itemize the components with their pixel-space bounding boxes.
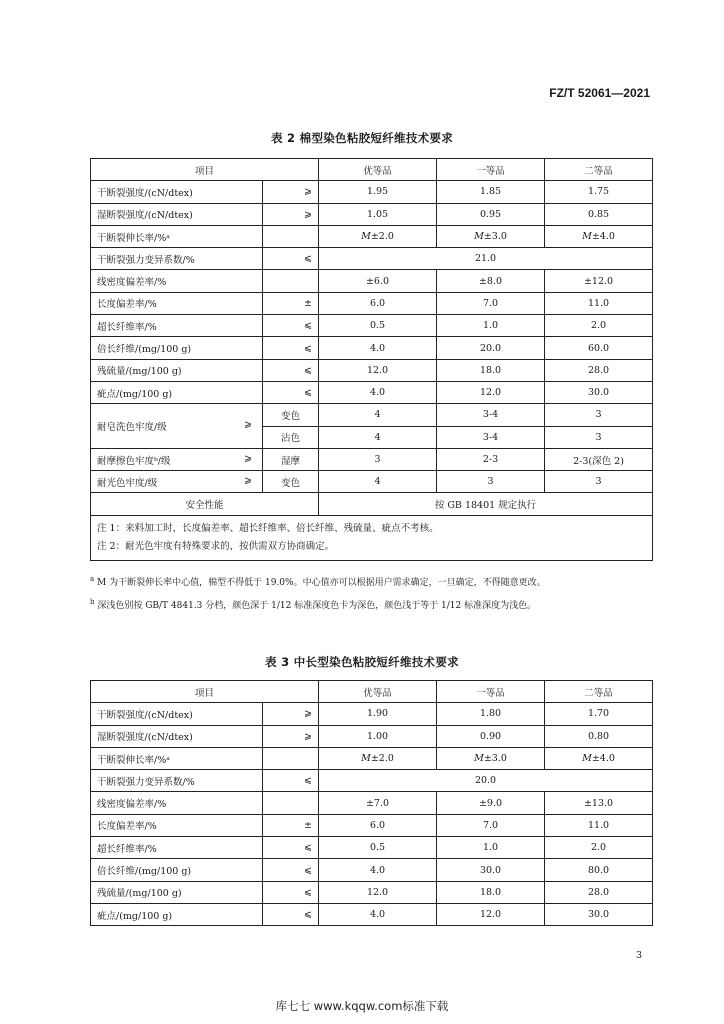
row-value-grade-3: 11.0 (545, 814, 653, 836)
table-row (91, 747, 653, 769)
row-value-grade-2: 1.0 (437, 837, 545, 859)
row-comparison-symbol: ⩽ (263, 337, 319, 359)
table-row (91, 203, 653, 225)
note-line: 注 1：来料加工时，长度偏差率、超长纤维率、倍长纤维、残硫量、疵点不考核。 (97, 522, 439, 534)
table-row (91, 725, 653, 747)
row-value-grade-3: 30.0 (545, 903, 653, 925)
row-value-grade-1: ±7.0 (319, 792, 437, 814)
row-comparison-symbol: ⩽ (263, 837, 319, 859)
row-value-grade-3: 28.0 (545, 359, 653, 381)
table-row (91, 292, 653, 314)
table-row (91, 225, 653, 247)
row-comparison-symbol: ⩽ (263, 903, 319, 925)
header-grade-1: 优等品 (319, 681, 437, 703)
row-value-grade-3: ±12.0 (545, 270, 653, 292)
row-value-grade-3: 11.0 (545, 292, 653, 314)
row-value-grade-1: 1.00 (319, 725, 437, 747)
table-row (91, 381, 653, 403)
row-comparison-symbol (263, 747, 319, 769)
table-row (91, 359, 653, 381)
table-row (91, 315, 653, 337)
row-value-grade-3: 1.70 (545, 703, 653, 725)
table-row (91, 248, 653, 270)
row-value-grade-2: 3 (437, 471, 545, 493)
row-value-grade-3: ±13.0 (545, 792, 653, 814)
row-sub-label: 湿摩 (263, 448, 319, 470)
row-value-grade-1: 4.0 (319, 859, 437, 881)
table-row (91, 814, 653, 836)
row-value-grade-2: ±8.0 (437, 270, 545, 292)
table-row-light (91, 471, 653, 493)
row-comparison-symbol: ⩽ (263, 381, 319, 403)
row-value-grade-2: M±3.0 (437, 747, 545, 769)
row-value-grade-2: 18.0 (437, 881, 545, 903)
row-comparison-symbol: ⩾ (263, 725, 319, 747)
row-value-grade-2: 12.0 (437, 381, 545, 403)
row-sub-label: 变色 (263, 404, 319, 426)
row-value-grade-3: 28.0 (545, 881, 653, 903)
row-comparison-symbol: ⩽ (263, 770, 319, 792)
row-value-grade-2: 18.0 (437, 359, 545, 381)
row-item-label: 超长纤维率/% (91, 315, 263, 337)
row-value-grade-1: 3 (319, 448, 437, 470)
document-code: FZ/T 52061—2021 (549, 86, 650, 100)
row-value-grade-1: 4.0 (319, 337, 437, 359)
row-value-grade-1: 0.5 (319, 837, 437, 859)
row-value-grade-2: 1.85 (437, 181, 545, 203)
row-item-label: 耐皂洗色牢度/级 ⩾ (91, 404, 263, 449)
header-item: 项目 (91, 159, 319, 181)
table-row (91, 337, 653, 359)
row-comparison-symbol: ± (263, 814, 319, 836)
table-row (91, 903, 653, 925)
row-comparison-symbol: ⩽ (263, 859, 319, 881)
row-value-grade-3: 0.80 (545, 725, 653, 747)
row-value-grade-2: 3-4 (437, 426, 545, 448)
footnote-line: $^a$ M 为干断裂伸长率中心值，棉型不得低于 19.0%。中心值亦可以根据用户需求确定，一旦确定，不得随意更改。 (90, 575, 546, 588)
table3-title: 表 3 中长型染色粘胶短纤维技术要求 (265, 655, 459, 669)
row-comparison-symbol: ⩽ (263, 315, 319, 337)
row-value-grade-1: M±2.0 (319, 747, 437, 769)
header-grade-3: 二等品 (545, 159, 653, 181)
row-value-grade-3: M±4.0 (545, 747, 653, 769)
header-grade-1: 优等品 (319, 159, 437, 181)
table-header-row (91, 681, 653, 703)
row-merged-value: 20.0 (319, 770, 653, 792)
row-item-label: 耐光色牢度/级 ⩾ (91, 471, 263, 493)
row-item-label: 残硫量/(mg/100 g) (91, 881, 263, 903)
row-comparison-symbol: ⩾ (263, 703, 319, 725)
row-item-label: 线密度偏差率/% (91, 792, 263, 814)
row-value-grade-1: 1.90 (319, 703, 437, 725)
row-value-grade-1: ±6.0 (319, 270, 437, 292)
table-row-rub (91, 448, 653, 470)
row-value-grade-2: 20.0 (437, 337, 545, 359)
row-value-grade-2: 0.90 (437, 725, 545, 747)
table-row (91, 837, 653, 859)
table-notes-row (91, 515, 653, 560)
row-sub-label: 沾色 (263, 426, 319, 448)
row-item-label: 长度偏差率/% (91, 292, 263, 314)
row-value-grade-3: 80.0 (545, 859, 653, 881)
row-comparison-symbol: ⩽ (263, 881, 319, 903)
table-row (91, 270, 653, 292)
row-item-label: 干断裂伸长率/%ᵃ (91, 747, 263, 769)
row-merged-value: 按 GB 18401 规定执行 (319, 493, 653, 515)
row-value-grade-1: 4.0 (319, 381, 437, 403)
row-item-label: 干断裂强度/(cN/dtex) (91, 181, 263, 203)
header-item: 项目 (91, 681, 319, 703)
row-value-grade-1: 4 (319, 404, 437, 426)
row-merged-value: 21.0 (319, 248, 653, 270)
row-value-grade-3: 3 (545, 471, 653, 493)
row-value-grade-2: 0.95 (437, 203, 545, 225)
table-row-wash-change (91, 404, 653, 426)
table2-footnotes (90, 570, 652, 616)
row-item-label: 疵点/(mg/100 g) (91, 381, 263, 403)
row-value-grade-2: ±9.0 (437, 792, 545, 814)
header-grade-3: 二等品 (545, 681, 653, 703)
row-value-grade-1: 6.0 (319, 814, 437, 836)
row-comparison-symbol: ± (263, 292, 319, 314)
row-item-label: 干断裂强力变异系数/% (91, 770, 263, 792)
row-comparison-symbol: ⩽ (263, 359, 319, 381)
row-item-label: 倍长纤维/(mg/100 g) (91, 337, 263, 359)
footnote-line: $^b$ 深浅色别按 GB/T 4841.3 分档，颜色深于 1/12 标准深度色卡为深色，颜色浅于等于 1/12 标准深度为浅色。 (90, 598, 537, 611)
row-value-grade-1: M±2.0 (319, 225, 437, 247)
row-value-grade-3: 1.75 (545, 181, 653, 203)
row-value-grade-2: 12.0 (437, 903, 545, 925)
watermark-text: 库七七 www.kqqw.com标准下载 (275, 999, 449, 1013)
row-item-label: 安全性能 (91, 493, 319, 515)
row-value-grade-1: 12.0 (319, 881, 437, 903)
row-value-grade-3: 30.0 (545, 381, 653, 403)
row-value-grade-1: 1.95 (319, 181, 437, 203)
row-value-grade-3: 3 (545, 426, 653, 448)
page-number: 3 (635, 950, 642, 961)
row-value-grade-3: M±4.0 (545, 225, 653, 247)
table-row (91, 792, 653, 814)
row-value-grade-1: 6.0 (319, 292, 437, 314)
table-row-safety (91, 493, 653, 515)
row-value-grade-2: 2-3 (437, 448, 545, 470)
row-value-grade-3: 60.0 (545, 337, 653, 359)
note-line: 注 2：耐光色牢度有特殊要求的，按供需双方协商确定。 (97, 540, 335, 552)
row-item-label: 超长纤维率/% (91, 837, 263, 859)
row-value-grade-2: 3-4 (437, 404, 545, 426)
row-item-label: 干断裂强力变异系数/% (91, 248, 263, 270)
table-notes (91, 515, 653, 560)
row-item-label: 残硫量/(mg/100 g) (91, 359, 263, 381)
row-comparison-symbol: ⩾ (263, 181, 319, 203)
table-row (91, 881, 653, 903)
table-header-row (91, 159, 653, 181)
table-row (91, 859, 653, 881)
row-value-grade-1: 0.5 (319, 315, 437, 337)
row-value-grade-1: 12.0 (319, 359, 437, 381)
row-item-label: 线密度偏差率/% (91, 270, 263, 292)
row-value-grade-3: 2-3(深色 2) (545, 448, 653, 470)
row-item-label: 干断裂强度/(cN/dtex) (91, 703, 263, 725)
row-value-grade-2: 7.0 (437, 814, 545, 836)
row-sub-label: 变色 (263, 471, 319, 493)
row-value-grade-3: 0.85 (545, 203, 653, 225)
row-comparison-symbol (263, 792, 319, 814)
table3 (90, 680, 653, 926)
row-item-label: 湿断裂强度/(cN/dtex) (91, 725, 263, 747)
row-comparison-symbol: ⩽ (263, 248, 319, 270)
header-grade-2: 一等品 (437, 681, 545, 703)
row-item-label: 长度偏差率/% (91, 814, 263, 836)
row-item-label: 疵点/(mg/100 g) (91, 903, 263, 925)
row-value-grade-3: 2.0 (545, 315, 653, 337)
table-row (91, 703, 653, 725)
table-row (91, 770, 653, 792)
row-value-grade-1: 4 (319, 471, 437, 493)
table2 (90, 158, 653, 561)
row-value-grade-2: 30.0 (437, 859, 545, 881)
row-comparison-symbol (263, 270, 319, 292)
row-comparison-symbol: ⩾ (263, 203, 319, 225)
row-value-grade-1: 4 (319, 426, 437, 448)
row-value-grade-3: 3 (545, 404, 653, 426)
row-value-grade-3: 2.0 (545, 837, 653, 859)
row-item-label: 倍长纤维/(mg/100 g) (91, 859, 263, 881)
row-item-label: 耐摩擦色牢度ᵇ/级 ⩾ (91, 448, 263, 470)
row-comparison-symbol (263, 225, 319, 247)
row-value-grade-2: 1.80 (437, 703, 545, 725)
row-value-grade-2: 7.0 (437, 292, 545, 314)
row-value-grade-2: M±3.0 (437, 225, 545, 247)
row-value-grade-2: 1.0 (437, 315, 545, 337)
header-grade-2: 一等品 (437, 159, 545, 181)
row-value-grade-1: 1.05 (319, 203, 437, 225)
row-value-grade-1: 4.0 (319, 903, 437, 925)
table2-title: 表 2 棉型染色粘胶短纤维技术要求 (270, 131, 454, 145)
row-item-label: 湿断裂强度/(cN/dtex) (91, 203, 263, 225)
row-item-label: 干断裂伸长率/%ᵃ (91, 225, 263, 247)
table-row (91, 181, 653, 203)
